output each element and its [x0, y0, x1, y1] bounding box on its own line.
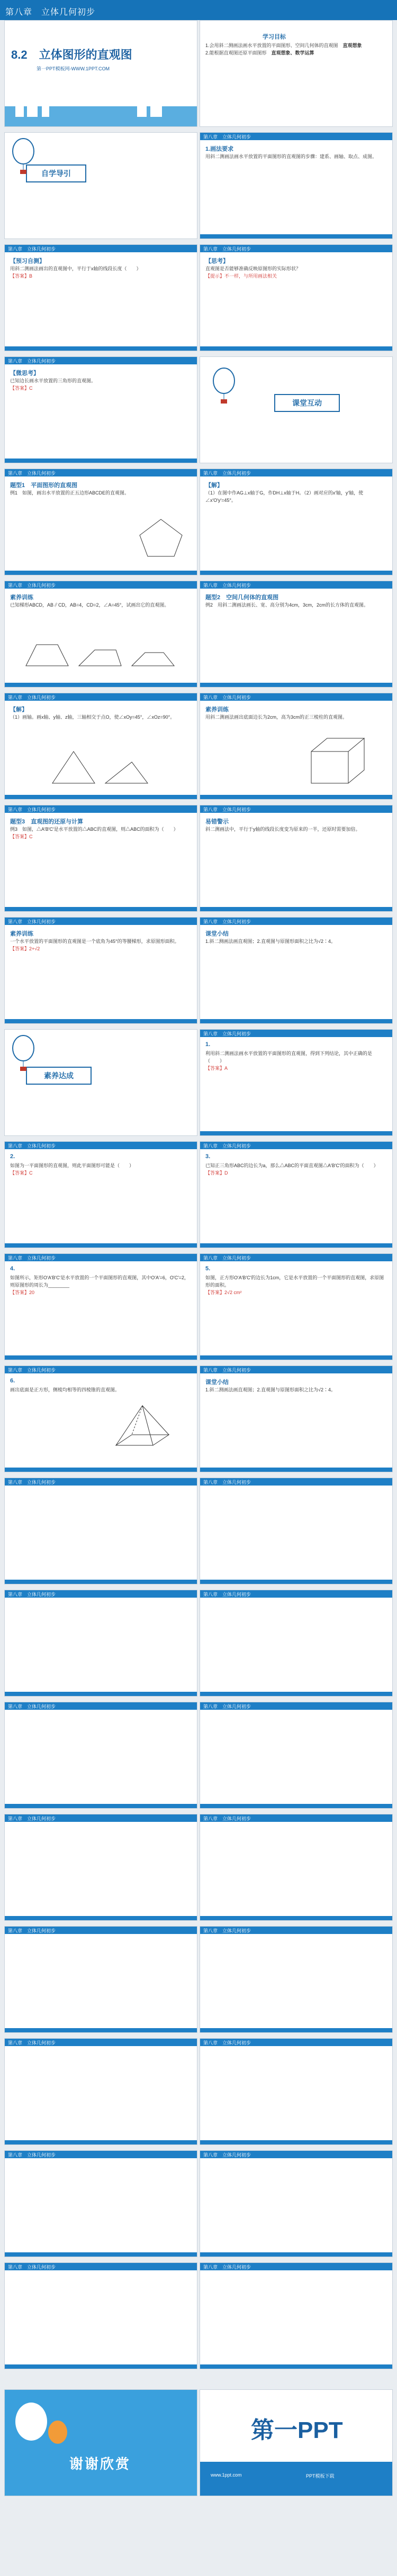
slide-text: 如图为一平面图形的直观图，则此平面图形可能是（ ）	[10, 1163, 134, 1168]
slide-text: 如图，正方形O′A′B′C′的边长为1cm，它是水平放置的一个平面图形的直观图，求原图形的面积。	[205, 1275, 384, 1288]
content-slide	[200, 1253, 393, 1360]
content-slide	[4, 1590, 197, 1697]
content-slide	[200, 1814, 393, 1921]
answer-text: 【提示】不一样，与所用画法相关	[205, 273, 277, 279]
goal-row	[205, 42, 385, 49]
goal-core: 直观想象	[342, 43, 362, 48]
slide-header: 第八章 立体几何初步	[8, 583, 56, 588]
goal-text: 2.能根据直观图还原平面图形	[205, 50, 267, 56]
slide-title: 素养训练	[205, 707, 229, 713]
content-slide	[4, 693, 197, 800]
slide-header: 第八章 立体几何初步	[203, 471, 251, 476]
slide-text: 例2 用斜二测画法画长、宽、高分别为4cm，3cm，2cm的长方体的直观图。	[205, 602, 369, 608]
content-slide	[4, 2262, 197, 2369]
slide-header: 第八章 立体几何初步	[8, 1928, 56, 1933]
brand-url[interactable]: www.1ppt.com	[211, 2472, 242, 2478]
slide-header: 第八章 立体几何初步	[8, 1592, 56, 1597]
slide-title: 素养训练	[10, 594, 33, 601]
content-slide	[4, 917, 197, 1024]
content-slide	[4, 581, 197, 687]
slide-text: 已知梯形ABCD，AB∥CD，AB=4，CD=2，∠A=45°，试画出它的直观图。	[10, 602, 169, 608]
slide-text: 直观图是否能够准确反映原图形的实际形状？	[205, 266, 301, 271]
pentagon-figure	[137, 517, 185, 559]
content-slide	[4, 1702, 197, 1809]
slide-body	[10, 377, 190, 392]
slide-text: （1）在图中作AG⊥x轴于G，作DH⊥x轴于H。（2）画对应的x′轴，y′轴，使∠x′O′y′=45°。	[205, 490, 364, 503]
slide-body	[205, 1274, 385, 1296]
section-heading-class-interaction: 课堂互动	[274, 394, 340, 412]
slide-header: 第八章 立体几何初步	[203, 1928, 251, 1933]
slide-title: 课堂小结	[205, 931, 229, 937]
answer-text: 【答案】20	[10, 1290, 35, 1295]
content-slide	[4, 356, 197, 463]
slide-header: 第八章 立体几何初步	[8, 1816, 56, 1821]
chapter-breadcrumb: 第八章 立体几何初步	[5, 8, 96, 17]
slide-body	[10, 1162, 190, 1177]
content-slide	[200, 469, 393, 575]
slide-body	[205, 265, 385, 280]
balloon-icon	[211, 368, 237, 405]
content-slide	[4, 244, 197, 351]
slide-text: （1）画轴。画x轴、y轴、z轴，三轴相交于点O，使∠xOy=45°，∠xOz=90°。	[10, 714, 175, 720]
balloon-icon	[10, 1035, 37, 1072]
answer-text: 【答案】2√2 cm²	[205, 1290, 242, 1295]
brand-caption: PPT模板下载	[306, 2473, 335, 2479]
answer-text: 【答案】C	[10, 1170, 33, 1176]
slide-text: 1.斜二测画法画直观图；2.直观图与原图形面积之比为√2∶4。	[205, 939, 336, 944]
answer-text: 【答案】D	[205, 1170, 228, 1176]
content-slide	[200, 805, 393, 912]
site-watermark: 第一PPT模板网-WWW.1PPT.COM	[37, 66, 110, 71]
pyramid-figure	[111, 1403, 174, 1456]
slide-header: 第八章 立体几何初步	[8, 246, 56, 252]
balloon-icon	[10, 138, 37, 175]
slide-title: 【解】	[205, 482, 223, 489]
slide-body	[10, 826, 190, 840]
slide-header: 第八章 立体几何初步	[8, 2152, 56, 2158]
content-slide	[200, 1702, 393, 1809]
thanks-text: 谢谢欣赏	[69, 2456, 131, 2472]
slide-text: 例1 如图，画出水平放置的正五边形ABCDE的直观图。	[10, 490, 130, 496]
answer-text: 【答案】C	[10, 834, 33, 839]
slide-header: 第八章 立体几何初步	[8, 695, 56, 700]
slide-text: 画出底面是正方形，侧棱均相等的四棱锥的直观图。	[10, 1387, 120, 1392]
slide-title: 1.画法要求	[205, 146, 234, 152]
slide-header: 第八章 立体几何初步	[203, 2040, 251, 2046]
content-slide	[200, 693, 393, 800]
answer-text: 【答案】C	[10, 386, 33, 391]
balloon-illustration	[10, 2400, 74, 2464]
brand-slide	[200, 2389, 393, 2496]
slide-title: 【解】	[10, 707, 28, 713]
goal-text: 1.会用斜二测画法画水平放置的平面图形、空间几何体的直观图	[205, 43, 338, 48]
content-slide	[200, 1478, 393, 1584]
content-slide	[200, 244, 393, 351]
slide-title: 2.	[10, 1153, 15, 1160]
slide-title: 4.	[10, 1266, 15, 1272]
content-slide	[4, 1926, 197, 2033]
content-slide	[200, 1029, 393, 1136]
slide-title: 3.	[205, 1153, 211, 1160]
content-slide	[4, 1478, 197, 1584]
slide-header: 第八章 立体几何初步	[203, 695, 251, 700]
slide-title: 6.	[10, 1378, 15, 1384]
answer-text: 【答案】2+√2	[10, 946, 40, 951]
slide-text: 利用斜二测画法画水平放置的平面图形的直观图，得到下列结论，其中正确的是（ ）	[205, 1051, 373, 1064]
content-slide	[200, 1590, 393, 1697]
slide-title: 课堂小结	[205, 1379, 229, 1386]
literacy-slide	[4, 1029, 197, 1136]
class-interaction-slide	[200, 356, 393, 463]
brand-logo: 第一PPT	[251, 2417, 343, 2443]
goal-row	[205, 49, 385, 57]
slide-text: 已知边长画水平放置的三角形的直观图。	[10, 378, 96, 383]
slide-header: 第八章 立体几何初步	[203, 1368, 251, 1373]
triangle-figures	[47, 746, 153, 789]
slide-text: 例3 如图，△A′B′C′是水平放置的△ABC的直观图，则△ABC的面积为（ ）	[10, 827, 178, 832]
slide-header: 第八章 立体几何初步	[203, 1143, 251, 1149]
content-slide	[4, 469, 197, 575]
content-slide	[4, 2038, 197, 2145]
goals-table	[205, 42, 385, 57]
slide-title: 【思考】	[205, 258, 229, 264]
slide-header: 第八章 立体几何初步	[8, 1255, 56, 1261]
cover-slide	[4, 20, 197, 127]
lesson-title: 8.2 立体图形的直观图	[11, 48, 132, 61]
content-slide	[200, 132, 393, 239]
slide-title: 题型2 空间几何体的直观图	[205, 594, 279, 601]
slide-header: 第八章 立体几何初步	[8, 471, 56, 476]
slide-text: 用斜二测画法画水平放置的平面图形的直观图的步骤：建系、画轴、取点、成图。	[205, 154, 377, 159]
slide-header: 第八章 立体几何初步	[8, 919, 56, 924]
slide-title: 题型1 平面图形的直观图	[10, 482, 78, 489]
content-slide	[4, 1141, 197, 1248]
content-slide	[200, 1926, 393, 2033]
content-slide	[200, 917, 393, 1024]
content-slide	[200, 581, 393, 687]
slide-header: 第八章 立体几何初步	[8, 359, 56, 364]
trapezoid-figures	[21, 639, 179, 671]
slide-header: 第八章 立体几何初步	[8, 2265, 56, 2270]
slide-text: 已知正三角形ABC的边长为a，那么△ABC的平面直观图△A′B′C′的面积为（ ）	[205, 1163, 378, 1168]
slide-header: 第八章 立体几何初步	[203, 919, 251, 924]
slide-title: 易错警示	[205, 819, 229, 825]
slide-header: 第八章 立体几何初步	[203, 1816, 251, 1821]
slide-header: 第八章 立体几何初步	[203, 2265, 251, 2270]
content-slide	[4, 1365, 197, 1472]
top-header-bar	[0, 0, 397, 20]
goals-slide	[200, 20, 393, 127]
skyline-illustration	[5, 85, 197, 127]
slide-header: 第八章 立体几何初步	[8, 1704, 56, 1709]
content-slide	[4, 1814, 197, 1921]
content-slide	[200, 2038, 393, 2145]
content-slide	[4, 2150, 197, 2257]
slide-text: 斜二测画法中，平行于y轴的线段长度变为原来的一半，还原时需要加倍。	[205, 827, 360, 832]
cuboid-figure	[306, 736, 369, 789]
section-heading-self-study: 自学导引	[26, 164, 86, 182]
slide-title: 【微思考】	[10, 370, 39, 377]
slide-text: 用斜二测画法画出底面边长为2cm，高为3cm的正三棱柱的直观图。	[205, 714, 348, 720]
slide-header: 第八章 立体几何初步	[8, 1368, 56, 1373]
slide-header: 第八章 立体几何初步	[203, 807, 251, 812]
slide-header: 第八章 立体几何初步	[203, 583, 251, 588]
slide-text: 1.斜二测画法画直观图；2.直观图与原图形面积之比为√2∶4。	[205, 1387, 336, 1392]
slide-body	[10, 1274, 190, 1296]
content-slide	[4, 805, 197, 912]
self-study-slide	[4, 132, 197, 239]
content-slide	[200, 1141, 393, 1248]
slide-title: 题型3 直观图的还原与计算	[10, 819, 84, 825]
slide-header: 第八章 立体几何初步	[8, 807, 56, 812]
slide-header: 第八章 立体几何初步	[203, 1255, 251, 1261]
thanks-slide	[4, 2389, 197, 2496]
slide-title: 【预习自测】	[10, 258, 45, 264]
slide-header: 第八章 立体几何初步	[203, 134, 251, 140]
slide-text: 一个水平放置的平面图形的直观图是一个底角为45°的等腰梯形，求原图形面积。	[10, 939, 179, 944]
slide-body	[10, 265, 190, 280]
answer-text: 【答案】A	[205, 1066, 228, 1071]
slide-text: 用斜二测画法画出的直观图中，平行于x轴的线段长度（ ）	[10, 266, 141, 271]
slide-body	[205, 1162, 385, 1177]
content-slide	[200, 1365, 393, 1472]
slide-header: 第八章 立体几何初步	[203, 1704, 251, 1709]
slide-header: 第八章 立体几何初步	[203, 1031, 251, 1037]
slide-header: 第八章 立体几何初步	[8, 2040, 56, 2046]
goals-title: 学习目标	[263, 34, 286, 40]
slide-header: 第八章 立体几何初步	[203, 1480, 251, 1485]
slide-body	[205, 1050, 385, 1072]
slide-header: 第八章 立体几何初步	[203, 1592, 251, 1597]
slide-title: 5.	[205, 1266, 211, 1272]
content-slide	[200, 2262, 393, 2369]
section-heading-literacy: 素养达成	[26, 1067, 92, 1085]
answer-text: 【答案】B	[10, 273, 33, 279]
slide-title: 1.	[205, 1041, 211, 1048]
slide-header: 第八章 立体几何初步	[203, 246, 251, 252]
content-slide	[200, 2150, 393, 2257]
slide-header: 第八章 立体几何初步	[8, 1480, 56, 1485]
slide-text: 如图所示，矩形O′A′B′C′是水平放置的一个平面图形的直观图，其中O′A′=6，O′C′=2，则原图形的周长为________	[10, 1275, 190, 1288]
slide-body	[10, 938, 190, 952]
brand-strip	[200, 2462, 392, 2496]
slide-header: 第八章 立体几何初步	[8, 1143, 56, 1149]
goal-core: 直观想象、数学运算	[271, 50, 314, 56]
content-slide	[4, 1253, 197, 1360]
slide-header: 第八章 立体几何初步	[203, 2152, 251, 2158]
slide-title: 素养训练	[10, 931, 33, 937]
